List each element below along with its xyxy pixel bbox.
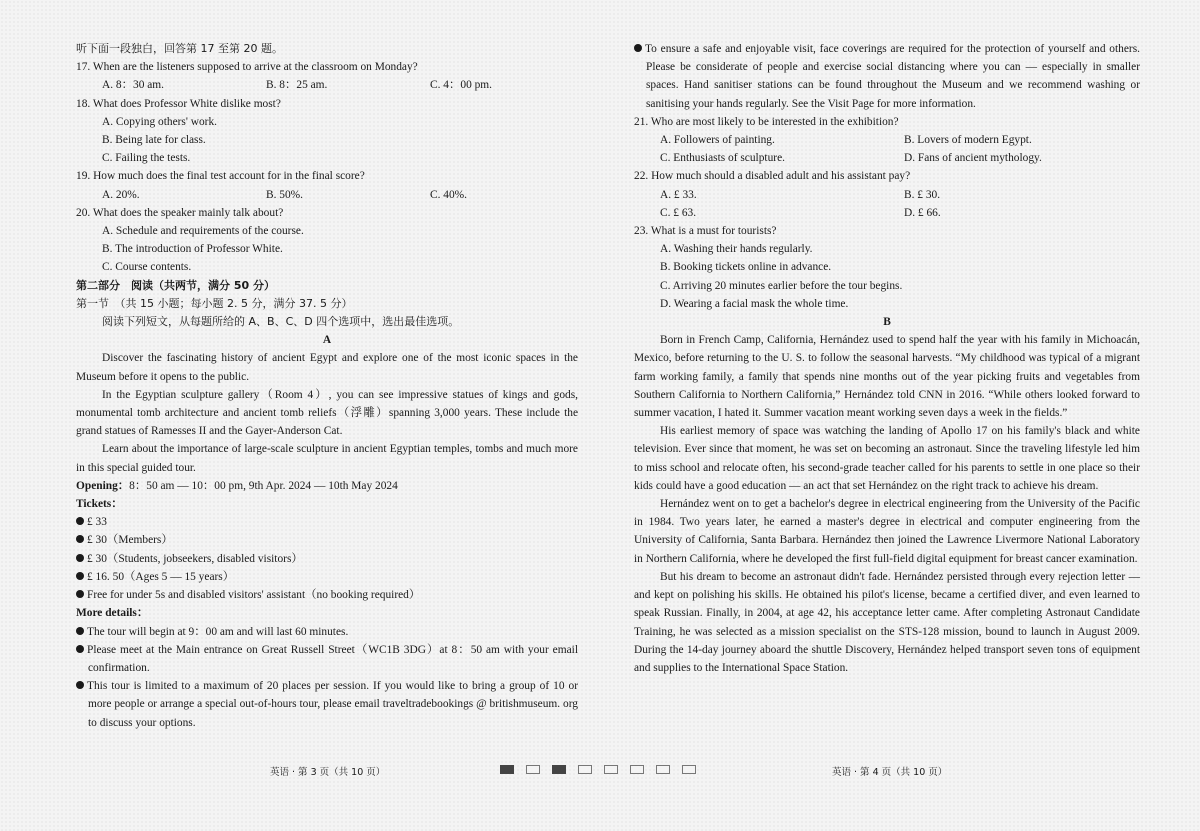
ticket-item: £ 30（Students, jobseekers, disabled visitors） (76, 550, 578, 568)
ticket-item: £ 33 (76, 513, 578, 531)
question-20: 20. What does the speaker mainly talk about? (76, 206, 284, 219)
option-b: B. Being late for class. (102, 134, 206, 147)
ticket-item: Free for under 5s and disabled visitors' assistant（no booking required） (76, 586, 578, 604)
marker-icon (682, 765, 696, 774)
part-two-heading: 第二部分 阅读（共两节，满分 50 分） (76, 278, 275, 292)
detail-item: To ensure a safe and enjoyable visit, face coverings are required for the protection of yourself and others. Please be considerate of people and exercise social distancing where you can — especially in smaller spaces. Hand sanitiser stations can be found throughout the Museum and we recommend washing or sanitising your hands regularly. See the Visit Page for more information. (634, 40, 1140, 113)
page-alignment-marks (500, 765, 696, 774)
question-21: 21. Who are most likely to be interested in the exhibition? (634, 115, 899, 128)
reading-instruction: 阅读下列短文，从每题所给的 A、B、C、D 四个选项中，选出最佳选项。 (102, 315, 460, 329)
listening-intro: 听下面一段独白，回答第 17 至第 20 题。 (76, 42, 283, 55)
option-c: C. Course contents. (102, 261, 192, 274)
ticket-item: £ 30（Members） (76, 531, 578, 549)
option-c: C. £ 63. (660, 206, 697, 219)
question-22-options-row2 (634, 204, 1140, 222)
opening-text: 8：50 am — 10：00 pm, 9th Apr. 2024 — 10th May 2024 (129, 479, 398, 492)
question-22: 22. How much should a disabled adult and his assistant pay? (634, 170, 911, 183)
passage-a-label: A (322, 334, 332, 347)
passage-b-paragraph: Hernández went on to get a bachelor's degree in electrical engineering from the University of the Pacific in 1984. Two years later, he earned a master's degree in electrical and computer engineering from the University of California, Santa Barbara. Hernández then joined the Lawrence Livermore National Laboratory in Northern California, where he developed the first full-field digital equipment for breast cancer examination. (634, 498, 1140, 565)
marker-icon (500, 765, 514, 774)
bullet-icon (76, 535, 84, 543)
question-22-options-row1 (634, 186, 1140, 204)
question-18: 18. What does Professor White dislike most? (76, 97, 281, 110)
option-a: A. Followers of painting. (660, 134, 775, 147)
question-19-options (76, 186, 578, 204)
more-details-label: More details： (76, 607, 149, 620)
marker-icon (526, 765, 540, 774)
option-b: B. The introduction of Professor White. (102, 243, 283, 256)
marker-icon (578, 765, 592, 774)
bullet-icon (634, 44, 642, 52)
section-one-heading: 第一节 （共 15 小题；每小题 2. 5 分，满分 37. 5 分） (76, 296, 353, 310)
detail-item: The tour will begin at 9：00 am and will last 60 minutes. (76, 623, 578, 641)
right-page-column (634, 40, 1140, 677)
question-21-options-row2 (634, 149, 1140, 167)
detail-item: This tour is limited to a maximum of 20 places per session. If you would like to bring a group of 10 or more people or arrange a special out-of-hours tour, please email traveltradebookings @ britishmuseum. org to discuss your options. (76, 677, 578, 732)
detail-item: Please meet at the Main entrance on Great Russell Street（WC1B 3DG）at 8：50 am with your email confirmation. (76, 641, 578, 677)
passage-a-paragraph: Learn about the importance of large-scale sculpture in ancient Egyptian temples, tombs and much more in this special guided tour. (76, 443, 578, 474)
passage-a-paragraph: Discover the fascinating history of ancient Egypt and explore one of the most iconic spaces in the Museum before it opens to the public. (76, 352, 578, 383)
option-b: B. 50%. (266, 188, 304, 201)
bullet-icon (76, 517, 84, 525)
marker-icon (656, 765, 670, 774)
passage-b-paragraph: His earliest memory of space was watching the landing of Apollo 17 on his family's black and white television. Ever since that moment, he was set on becoming an astronaut. Since the traveling lifestyle led him to miss school and relocate often, his second-grade teacher called for his parents to settle in one place so their kids could have a good education — an act that set Hernández on the right track to achieve his dream. (634, 425, 1140, 492)
ticket-item: £ 16. 50（Ages 5 — 15 years） (76, 568, 578, 586)
bullet-icon (76, 645, 84, 653)
option-d: D. Wearing a facial mask the whole time. (660, 297, 849, 310)
opening-label: Opening： (76, 479, 130, 492)
question-17-options (76, 76, 578, 94)
passage-b-paragraph: But his dream to become an astronaut didn't fade. Hernández persisted through every rejection letter — and kept on polishing his skills. He obtained his pilot's license, became a certified diver, and even learned to speak Russian. Finally, in 2004, at age 42, his acceptance letter came. After completing Astronaut Candidate Training, he was selected as a mission specialist on the STS-128 mission, bound to launch in August 2009. During the 14-day journey aboard the shuttle Discovery, Hernández helped transport seven tons of equipment and supplies to the International Space Station. (634, 570, 1140, 674)
bullet-icon (76, 572, 84, 580)
bullet-icon (76, 554, 84, 562)
page-footer-right: 英语 · 第 4 页（共 10 页） (832, 767, 948, 778)
marker-icon (604, 765, 618, 774)
option-a: A. Schedule and requirements of the course. (102, 225, 304, 238)
bullet-icon (76, 590, 84, 598)
marker-icon (552, 765, 566, 774)
passage-b-label: B (883, 316, 891, 329)
option-b: B. Booking tickets online in advance. (660, 261, 832, 274)
option-a: A. 20%. (102, 188, 140, 201)
question-23: 23. What is a must for tourists? (634, 225, 777, 238)
passage-a-paragraph: In the Egyptian sculpture gallery（Room 4）, you can see impressive statues of kings and gods, monumental tomb architecture and ancient tomb reliefs（浮雕）spanning 3,000 years. These include the grand statues of Ramesses II and the Gayer-Anderson Cat. (76, 388, 578, 438)
option-c: C. 4：00 pm. (430, 79, 493, 92)
option-b: B. Lovers of modern Egypt. (904, 134, 1032, 147)
option-a: A. Washing their hands regularly. (660, 243, 813, 256)
option-c: C. Arriving 20 minutes earlier before the tour begins. (660, 279, 903, 292)
option-a: A. 8：30 am. (102, 79, 165, 92)
option-c: C. 40%. (430, 188, 468, 201)
question-19: 19. How much does the final test account for in the final score? (76, 170, 365, 183)
option-a: A. Copying others' work. (102, 115, 218, 128)
tickets-label: Tickets： (76, 498, 123, 511)
passage-b-paragraph: Born in French Camp, California, Hernández used to spend half the year with his family in Michoacán, Mexico, before returning to the U. S. to follow the seasonal harvests. “My childhood was typical of a migrant farm working family, a family that spends nine months out of the year picking fruits and vegetables from Southern California to Northern California,” Hernández told CNN in 2016. “While others looked forward to summer vacation, I hated it. Summer vacation meant working seven days a week in the fields.” (634, 334, 1140, 420)
opening-line (76, 477, 578, 495)
option-d: D. £ 66. (904, 206, 941, 219)
question-17: 17. When are the listeners supposed to arrive at the classroom on Monday? (76, 61, 418, 74)
bullet-icon (76, 681, 84, 689)
option-b: B. £ 30. (904, 188, 941, 201)
question-21-options-row1 (634, 131, 1140, 149)
marker-icon (630, 765, 644, 774)
bullet-icon (76, 627, 84, 635)
left-page-column (76, 40, 578, 732)
option-d: D. Fans of ancient mythology. (904, 152, 1042, 165)
page-footer-left: 英语 · 第 3 页（共 10 页） (270, 767, 386, 778)
option-a: A. £ 33. (660, 188, 697, 201)
option-b: B. 8：25 am. (266, 79, 328, 92)
option-c: C. Enthusiasts of sculpture. (660, 152, 785, 165)
option-c: C. Failing the tests. (102, 152, 191, 165)
